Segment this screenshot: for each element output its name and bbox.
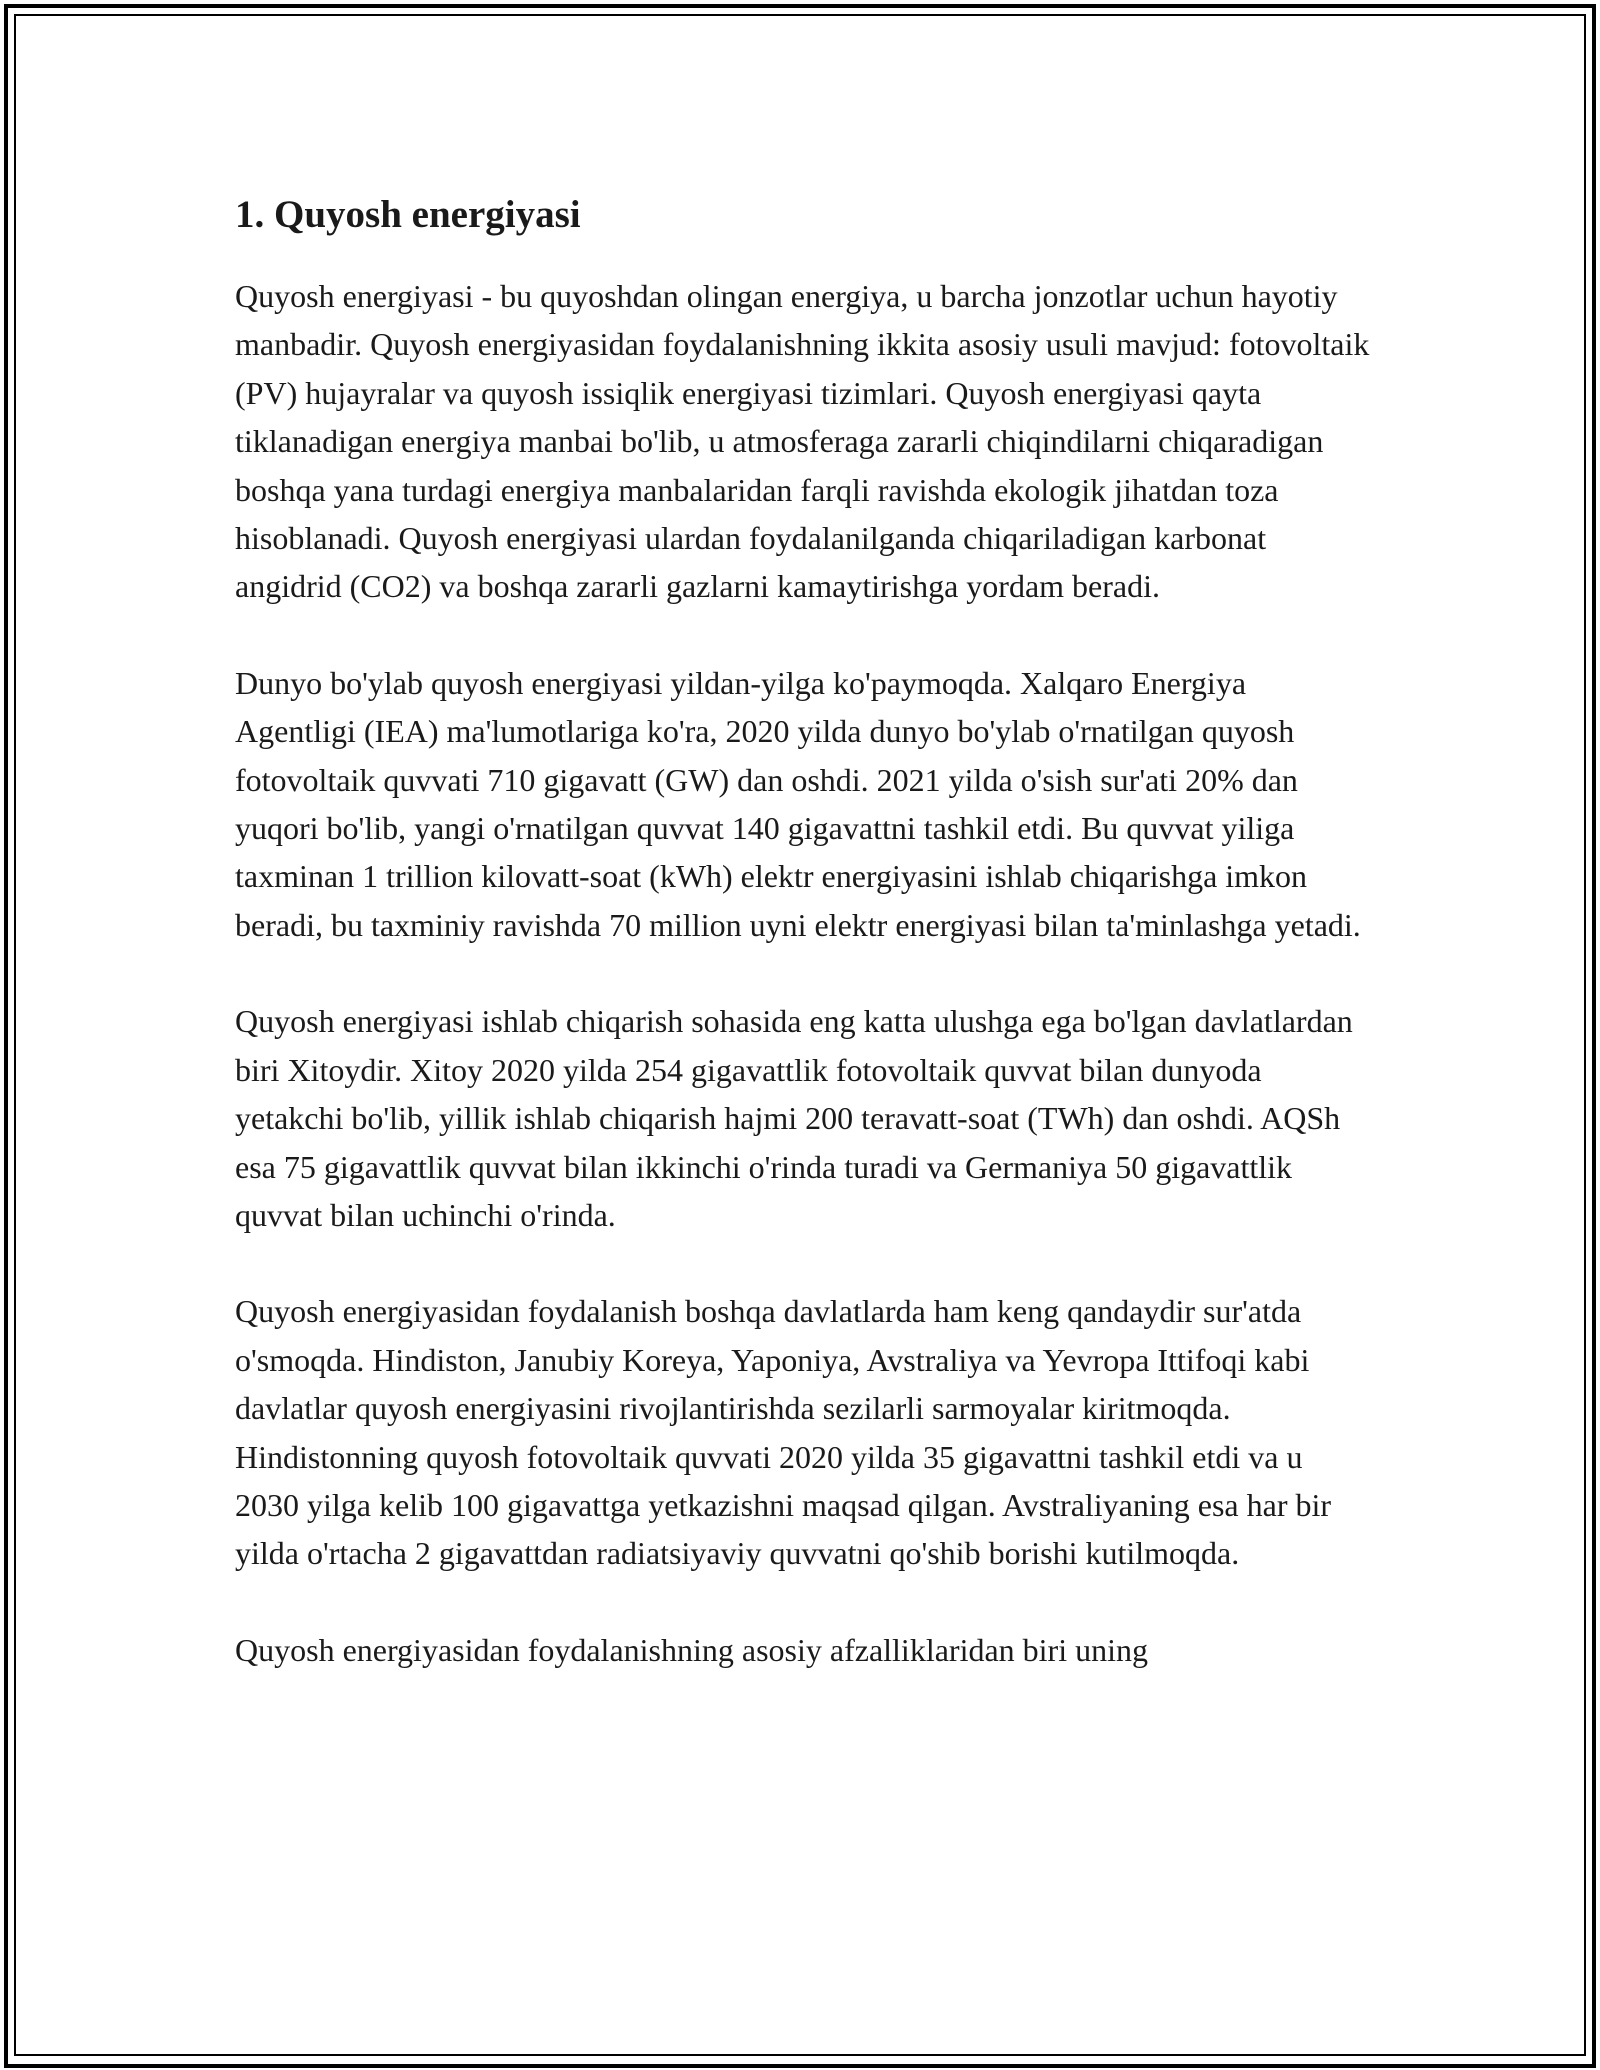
paragraph-2: Dunyo bo'ylab quyosh energiyasi yildan-yilga ko'paymoqda. Xalqaro Energiya Agentligi (IEA) ma'lumotlariga ko'ra, 2020 yilda dunyo bo'ylab o'rnatilgan quyosh fotovoltaik quvvati 710 gigavatt (GW) dan oshdi. 2021 yilda o'sish sur'ati 20% dan yuqori bo'lib, yangi o'rnatilgan quvvat 140 gigavattni tashkil etdi. Bu quvvat yiliga taxminan 1 trillion kilovatt-soat (kWh) elektr energiyasini ishlab chiqarishga imkon beradi, bu taxminiy ravishda 70 million uyni elektr energiyasi bilan ta'minlashga yetadi. xyxy=(235,664,1361,943)
paragraph-1: Quyosh energiyasi - bu quyoshdan olingan energiya, u barcha jonzotlar uchun hayotiy manbadir. Quyosh energiyasidan foydalanishning ikkita asosiy usuli mavjud: fotovoltaik (PV) hujayralar va quyosh issiqlik energiyasi tizimlari. Quyosh energiyasi qayta tiklanadigan energiya manbai bo'lib, u atmosferaga zararli chiqindilarni chiqaradigan boshqa yana turdagi energiya manbalaridan farqli ravishda ekologik jihatdan toza hisoblanadi. Quyosh energiyasi ulardan foydalanilganda chiqariladigan karbonat angidrid (CO2) va boshqa zararli gazlarni kamaytirishga yordam beradi. xyxy=(235,278,1370,605)
paragraph-3: Quyosh energiyasi ishlab chiqarish sohasida eng katta ulushga ega bo'lgan davlatlardan biri Xitoydir. Xitoy 2020 yilda 254 gigavattlik fotovoltaik quvvat bilan dunyoda yetakchi bo'lib, yillik ishlab chiqarish hajmi 200 teravatt-soat (TWh) dan oshdi. AQSh esa 75 gigavattlik quvvat bilan ikkinchi o'rinda turadi va Germaniya 50 gigavattlik quvvat bilan uchinchi o'rinda. xyxy=(235,1003,1353,1233)
paragraph-5: Quyosh energiyasidan foydalanishning asosiy afzalliklaridan biri uning xyxy=(235,1631,1148,1668)
paragraph-4: Quyosh energiyasidan foydalanish boshqa davlatlarda ham keng qandaydir sur'atda o'smoqda. Hindiston, Janubiy Koreya, Yaponiya, Avstraliya va Yevropa Ittifoqi kabi davlatlar quyosh energiyasini rivojlantirishda sezilarli sarmoyalar kiritmoqda. Hindistonning quyosh fotovoltaik quvvati 2020 yilda 35 gigavattni tashkil etdi va u 2030 yilga kelib 100 gigavattga yetkazishni maqsad qilgan. Avstraliyaning esa har bir yilda o'rtacha 2 gigavattdan radiatsiyaviy quvvatni qo'shib borishi kutilmoqda. xyxy=(235,1293,1332,1572)
document-body xyxy=(235,188,1370,1722)
section-title: 1. Quyosh energiyasi xyxy=(235,193,581,236)
